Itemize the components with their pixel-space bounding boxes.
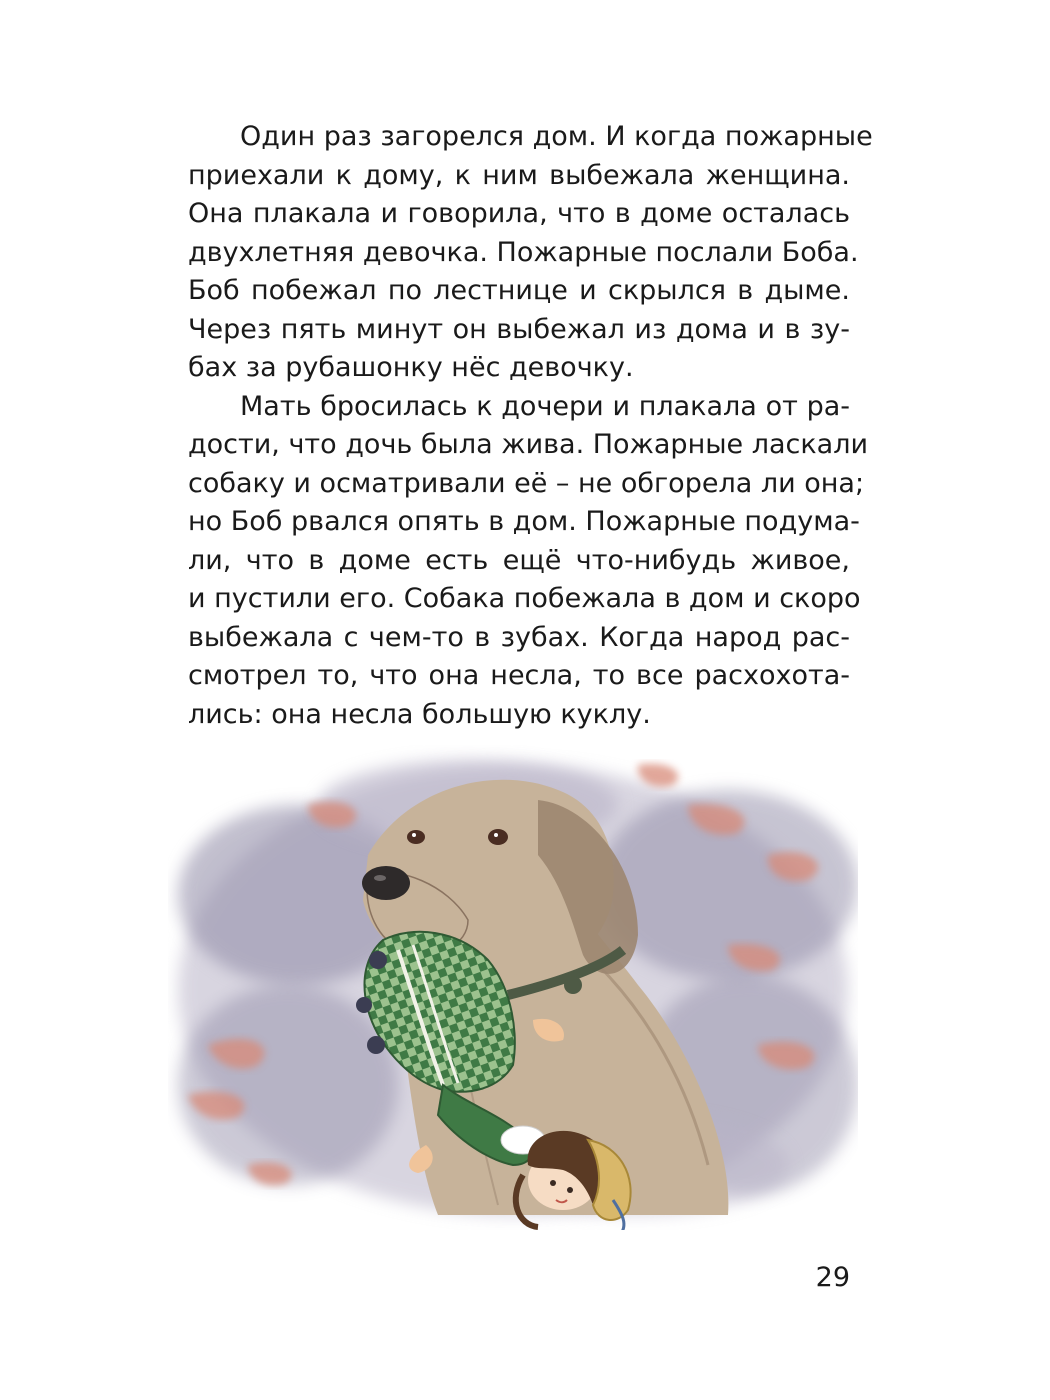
text-line: Один раз загорелся дом. И когда пожарные [240,121,873,152]
paragraph-1 [188,118,873,388]
text-line: выбежала с чем-то в зубах. Когда народ рас- [188,621,850,653]
text-line: приехали к дому, к ним выбежала женщина. [188,159,850,191]
text-line: Боб побежал по лестнице и скрылся в дыме. [188,275,850,306]
paragraph-2 [188,388,869,735]
page-number: 29 [815,1262,850,1293]
text-line: Мать бросилась к дочери и плакала от ра- [240,390,850,422]
text-line: бах за рубашонку нёс девочку. [188,352,634,383]
text-line: и пустили его. Собака побежала в дом и скоро [188,583,861,614]
dog-with-doll-illustration [168,745,858,1230]
text-line: смотрел то, что она несла, то все расхохота- [188,660,850,691]
text-line: но Боб рвался опять в дом. Пожарные подума- [188,506,860,537]
text-line: собаку и осматривали её – не обгорела ли она; [188,467,865,499]
text-line: Через пять минут он выбежал из дома и в зу- [188,313,850,345]
story-text [188,118,873,734]
text-line: Она плакала и говорила, что в доме осталась [188,198,850,229]
text-line: дости, что дочь была жива. Пожарные ласкали [188,429,869,460]
text-line: двухлетняя девочка. Пожарные послали Боба. [188,236,859,268]
text-line: лись: она несла большую куклу. [188,698,651,730]
text-line: ли, что в доме есть ещё что-нибудь живое, [188,544,850,576]
